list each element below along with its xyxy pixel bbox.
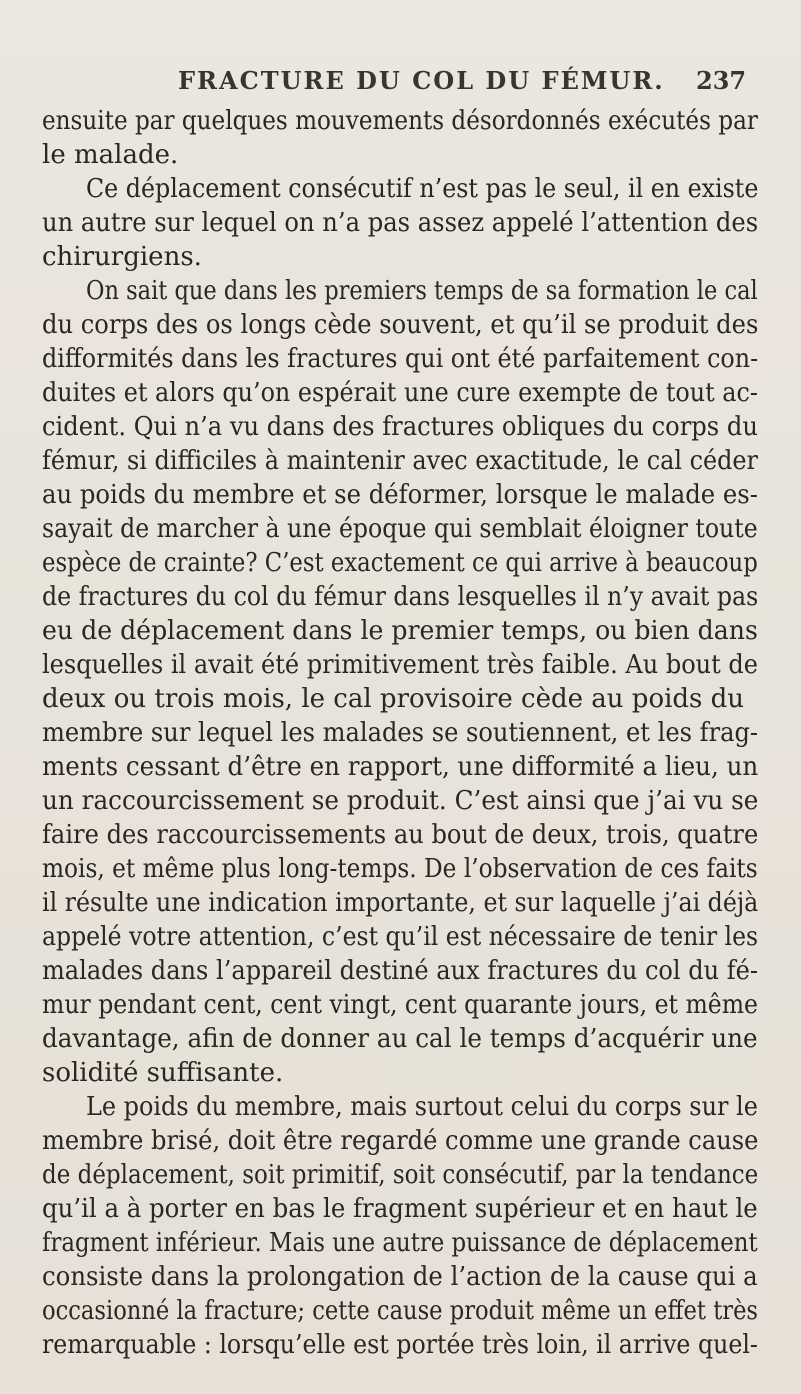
- text-line: On sait que dans les premiers temps de sa formation le cal: [86, 276, 758, 306]
- page-number: 237: [696, 66, 747, 95]
- text-line: fragment inférieur. Mais une autre puissance de déplacement: [42, 1228, 758, 1258]
- text-line: fémur, si difficiles à maintenir avec exactitude, le cal céder: [42, 446, 758, 476]
- text-line: il résulte une indication importante, et sur laquelle j’ai déjà: [42, 888, 759, 918]
- text-line: occasionné la fracture; cette cause produit même un effet très: [42, 1296, 759, 1326]
- running-title: FRACTURE DU COL DU FÉMUR.: [178, 66, 665, 95]
- text-line: eu de déplacement dans le premier temps, ou bien dans: [42, 616, 758, 646]
- text-line: membre sur lequel les malades se soutiennent, et les frag-: [42, 718, 759, 748]
- text-line: solidité suffisante.: [42, 1058, 284, 1088]
- text-line: mur pendant cent, cent vingt, cent quarante jours, et même: [42, 990, 758, 1020]
- text-line: Ce déplacement consécutif n’est pas le seul, il en existe: [86, 174, 759, 204]
- text-line: difformités dans les fractures qui ont été parfaitement con-: [42, 344, 759, 374]
- text-line: deux ou trois mois, le cal provisoire cède au poids du: [42, 684, 745, 714]
- page-header: [0, 66, 801, 102]
- text-line: davantage, afin de donner au cal le temps d’acquérir une: [42, 1024, 758, 1054]
- text-line: qu’il a à porter en bas le fragment supérieur et en haut le: [42, 1194, 758, 1224]
- text-line: consiste dans la prolongation de l’action de la cause qui a: [42, 1262, 758, 1292]
- text-line: un autre sur lequel on n’a pas assez appelé l’attention des: [42, 208, 759, 238]
- text-line: sayait de marcher à une époque qui semblait éloigner toute: [42, 514, 758, 544]
- text-line: espèce de crainte? C’est exactement ce qui arrive à beaucoup: [42, 548, 758, 578]
- text-line: cident. Qui n’a vu dans des fractures obliques du corps du: [42, 412, 758, 442]
- text-line: duites et alors qu’on espérait une cure exempte de tout ac-: [42, 378, 758, 408]
- text-line: faire des raccourcissements au bout de deux, trois, quatre: [42, 820, 759, 850]
- text-line: un raccourcissement se produit. C’est ainsi que j’ai vu se: [42, 786, 759, 816]
- text-line: le malade.: [42, 140, 179, 170]
- text-line: mois, et même plus long-temps. De l’observation de ces faits: [42, 854, 758, 884]
- text-line: ments cessant d’être en rapport, une difformité a lieu, un: [42, 752, 759, 782]
- text-line: remarquable : lorsqu’elle est portée très loin, il arrive quel-: [42, 1330, 758, 1360]
- text-line: ensuite par quelques mouvements désordonnés exécutés par: [42, 106, 758, 136]
- text-line: lesquelles il avait été primitivement très faible. Au bout de: [42, 650, 759, 680]
- text-line: de déplacement, soit primitif, soit consécutif, par la tendance: [42, 1160, 759, 1190]
- text-line: membre brisé, doit être regardé comme une grande cause: [42, 1126, 759, 1156]
- text-line: malades dans l’appareil destiné aux fractures du col du fé-: [42, 956, 759, 986]
- text-line: appelé votre attention, c’est qu’il est nécessaire de tenir les: [42, 922, 759, 952]
- text-line: du corps des os longs cède souvent, et qu’il se produit des: [42, 310, 759, 340]
- text-line: Le poids du membre, mais surtout celui du corps sur le: [86, 1092, 758, 1122]
- text-line: chirurgiens.: [42, 242, 202, 272]
- text-line: au poids du membre et se déformer, lorsque le malade es-: [42, 480, 758, 510]
- text-line: de fractures du col du fémur dans lesquelles il n’y avait pas: [42, 582, 759, 612]
